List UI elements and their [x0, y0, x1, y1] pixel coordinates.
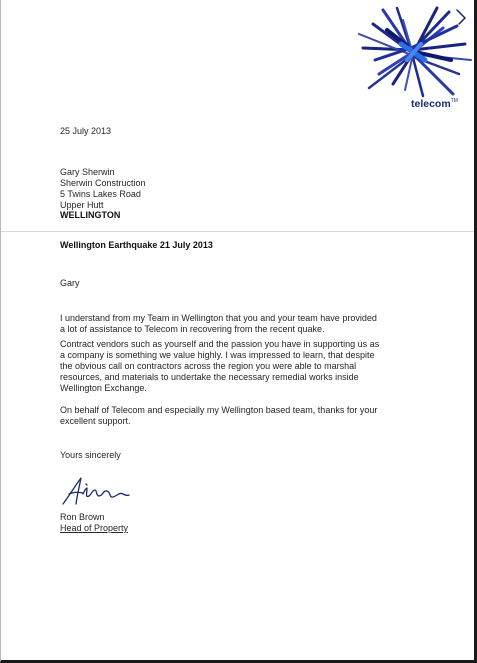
trademark-mark: TM: [450, 98, 458, 104]
body-line: Wellington Exchange.: [60, 383, 147, 393]
recipient-suburb: Upper Hutt: [60, 200, 104, 210]
recipient-name: Gary Sherwin: [60, 167, 115, 177]
body-line: resources, and materials to undertake the necessary remedial works inside: [60, 372, 359, 382]
body-line: I understand from my Team in Wellington that you and your team have provided: [60, 313, 377, 323]
page-fold-line: [1, 231, 475, 232]
letter-subject: Wellington Earthquake 21 July 2013: [60, 240, 213, 250]
telecom-star-logo-icon: [353, 4, 473, 100]
letter-date: 25 July 2013: [60, 126, 112, 136]
recipient-company: Sherwin Construction: [60, 178, 146, 188]
body-line: On behalf of Telecom and especially my Wellington based team, thanks for your: [60, 405, 378, 415]
closing: Yours sincerely: [60, 450, 121, 460]
recipient-city: WELLINGTON: [60, 210, 121, 220]
signer-title: Head of Property: [60, 523, 129, 533]
body-line: the obvious call on contractors across the region you were able to marshal: [60, 361, 357, 371]
body-paragraph-3: [60, 405, 420, 427]
body-line: excellent support.: [60, 416, 131, 426]
body-paragraph-2: [60, 339, 420, 394]
recipient-street: 5 Twins Lakes Road: [60, 189, 141, 199]
telecom-wordmark: telecom™: [411, 98, 458, 110]
handwritten-signature: [59, 474, 131, 508]
body-paragraph-1: [60, 313, 420, 335]
body-line: a company is something we value highly. I was impressed to learn, that despite: [60, 350, 375, 360]
signer-name: Ron Brown: [60, 512, 105, 522]
salutation: Gary: [60, 278, 80, 288]
body-line: Contract vendors such as yourself and the passion you have in supporting us as: [60, 339, 380, 349]
body-line: a lot of assistance to Telecom in recovering from the recent quake.: [60, 324, 325, 334]
